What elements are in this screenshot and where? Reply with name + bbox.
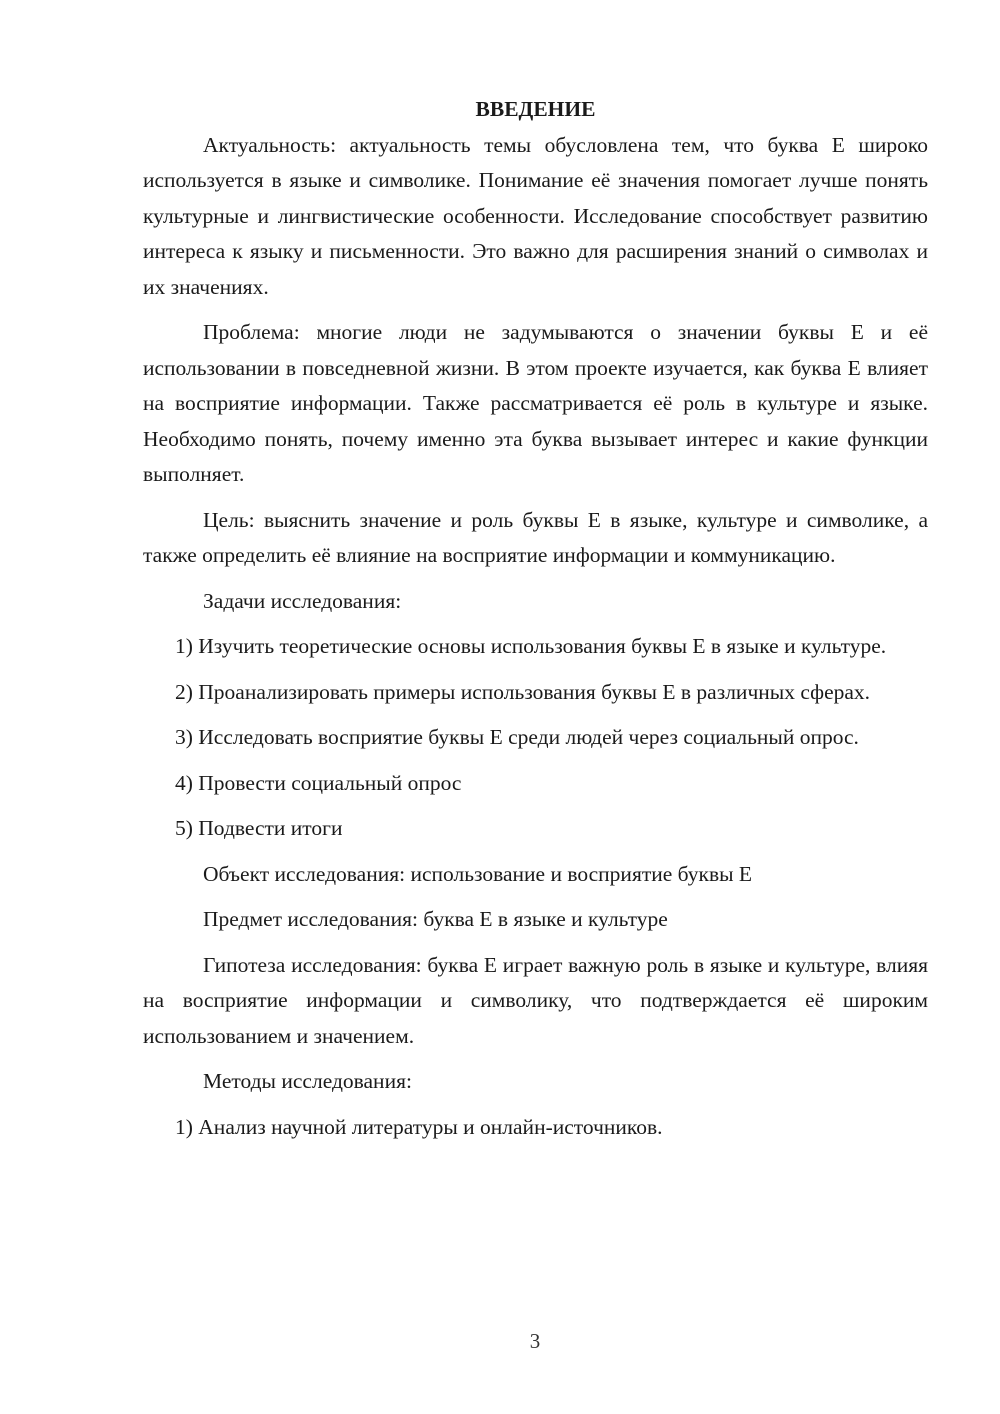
- document-title: ВВЕДЕНИЕ: [475, 97, 596, 121]
- document-page: [143, 92, 928, 1155]
- task-item: 5) Подвести итоги: [175, 816, 343, 840]
- tasks-heading: Задачи исследования:: [203, 588, 402, 613]
- methods-heading: Методы исследования:: [203, 1069, 412, 1093]
- page-number: 3: [529, 1329, 541, 1353]
- task-item: 1) Изучить теоретические основы использования буквы Е в языке и культуре.: [175, 634, 887, 658]
- task-item: 2) Проанализировать примеры использования буквы Е в различных сферах.: [175, 679, 871, 704]
- subject-paragraph: Предмет исследования: буква Е в языке и культуре: [203, 907, 668, 931]
- hypothesis-paragraph: Гипотеза исследования: буква Е играет важную роль в языке и культуре, влияя на восприятие информации и символику, что подтверждается её широким использованием и значением.: [143, 952, 928, 1048]
- method-item: 1) Анализ научной литературы и онлайн-источников.: [175, 1114, 663, 1139]
- task-item: 3) Исследовать восприятие буквы Е среди людей через социальный опрос.: [175, 725, 859, 749]
- task-item: 4) Провести социальный опрос: [175, 770, 462, 795]
- object-paragraph: Объект исследования: использование и восприятие буквы Е: [203, 861, 753, 886]
- goal-paragraph: Цель: выяснить значение и роль буквы Е в языке, культуре и символике, а также определить её влияние на восприятие информации и коммуникацию.: [143, 507, 928, 567]
- relevance-paragraph: Актуальность: актуальность темы обусловлена тем, что буква Е широко используется в языке и символике. Понимание её значения помогает лучше понять культурные и лингвистические особенности. Исследование способствует развитию интереса к языку и письменности. Это важно для расширения знаний о символах и их значениях.: [143, 132, 928, 299]
- problem-paragraph: Проблема: многие люди не задумываются о значении буквы Е и её использовании в повседневной жизни. В этом проекте изучается, как буква Е влияет на восприятие информации. Также рассматривается её роль в культуре и языке. Необходимо понять, почему именно эта буква вызывает интерес и какие функции выполняет.: [143, 320, 928, 486]
